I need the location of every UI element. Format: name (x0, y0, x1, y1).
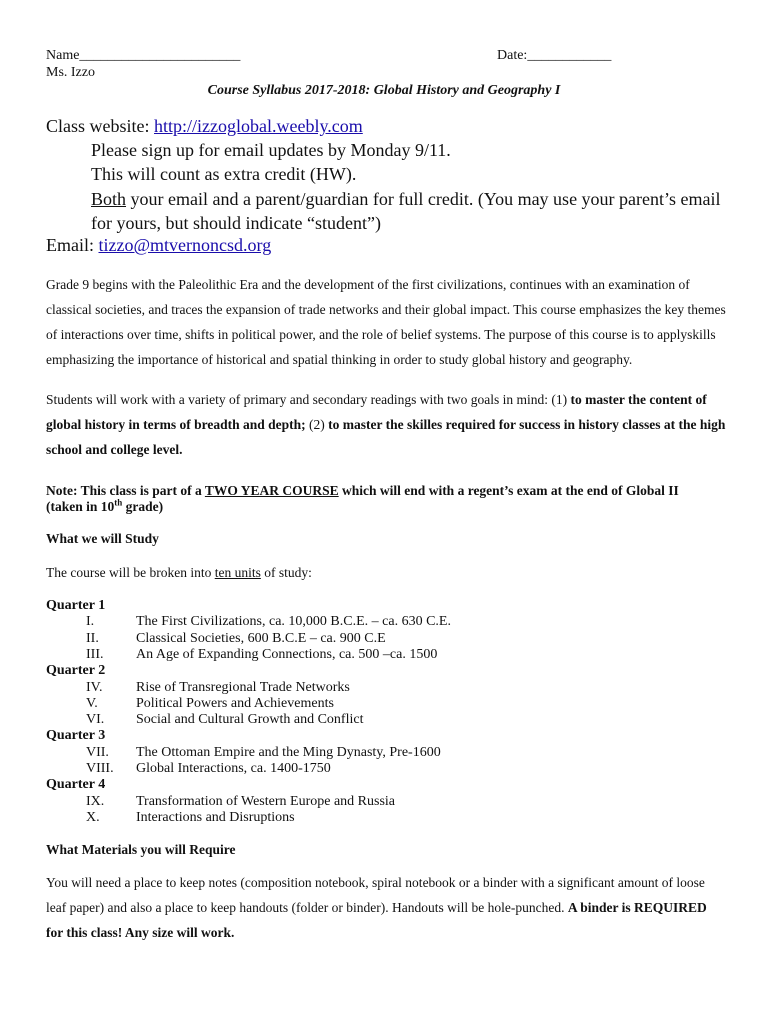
study-intro-end: of study: (260, 565, 312, 580)
email-link[interactable]: tizzo@mtvernoncsd.org (98, 235, 272, 255)
website-link[interactable]: http://izzoglobal.weebly.com (154, 116, 363, 136)
goal-two: to master the skilles required for success in history classes at the high school and college level. (46, 417, 726, 457)
goals-lead: Students will work with a variety of primary and secondary readings with two goals in mind: (1) (46, 392, 571, 407)
extra-credit-line: This will count as extra credit (HW). (91, 164, 357, 184)
goal-one: to master the content of global history in terms of breadth and depth; (46, 392, 707, 432)
date-field[interactable]: Date:____________ (497, 48, 612, 63)
unit-title: Social and Cultural Growth and Conflict (136, 712, 364, 728)
note-rest: which will end with a regent’s exam at the end of Global II (338, 483, 679, 498)
taken-sup: th (114, 497, 123, 508)
quarter-label: Quarter 1 (46, 598, 106, 613)
both-rest: your email and a parent/guardian for full credit. (You may use your parent’s email (126, 189, 721, 209)
materials-heading: What Materials you will Require (46, 842, 236, 857)
materials-paragraph (46, 870, 726, 945)
study-heading: What we will Study (46, 531, 159, 546)
unit-numeral: IV. (86, 679, 103, 695)
quarter-label: Quarter 2 (46, 663, 106, 679)
materials-lead: You will need a place to keep notes (composition notebook, spiral notebook or a binder with a significant amount of loose leaf paper) and also a place to keep handouts (folder or binder). Handouts will be hole-punched. (46, 875, 705, 915)
unit-numeral: VI. (86, 712, 105, 728)
unit-numeral: X. (86, 809, 100, 825)
unit-title: The Ottoman Empire and the Ming Dynasty, Pre-1600 (136, 744, 441, 760)
unit-title: Political Powers and Achievements (136, 695, 334, 711)
unit-title: Transformation of Western Europe and Russia (136, 793, 395, 809)
unit-numeral: V. (86, 695, 98, 711)
both-word: Both (91, 189, 127, 209)
signup-line: Please sign up for email updates by Monday 9/11. (91, 140, 451, 160)
quarter-label: Quarter 4 (46, 777, 106, 793)
ten-units: ten units (214, 565, 261, 580)
taken-end: grade) (122, 499, 164, 514)
unit-title: Rise of Transregional Trade Networks (136, 679, 350, 695)
unit-title: An Age of Expanding Connections, ca. 500 –ca. 1500 (136, 646, 438, 662)
goals-paragraph (46, 387, 726, 462)
taken-lead: (taken in 10 (46, 499, 115, 514)
study-intro-lead: The course will be broken into (46, 565, 215, 580)
taken-line (46, 499, 163, 515)
note-line (46, 483, 679, 499)
unit-numeral: II. (86, 630, 99, 646)
goals-mid: (2) (305, 417, 329, 432)
email-line (46, 233, 271, 257)
unit-numeral: III. (86, 646, 104, 662)
quarter-label: Quarter 3 (46, 728, 106, 744)
unit-numeral: IX. (86, 793, 105, 809)
unit-title: The First Civilizations, ca. 10,000 B.C.E. – ca. 630 C.E. (136, 614, 451, 630)
intro-paragraph: Grade 9 begins with the Paleolithic Era and the development of the first civilizations, continues with an examination of classical societies, and traces the expansion of trade networks and their global impact. This course emphasizes the key themes of interactions over time, shifts in political power, and the role of belief systems. The purpose of this course is to applyskills emphasizing the importance of historical and spatial thinking in order to study global history and geography. (46, 277, 726, 367)
unit-numeral: I. (86, 614, 95, 630)
unit-title: Classical Societies, 600 B.C.E – ca. 900 C.E (136, 630, 386, 646)
binder-required: A binder is REQUIRED for this class! Any size will work. (46, 900, 707, 940)
name-field[interactable]: Name_______________________ (46, 48, 241, 63)
email-label: Email: (46, 235, 99, 255)
both-line (91, 187, 721, 211)
unit-numeral: VIII. (86, 761, 114, 776)
student-line: for yours, but should indicate “student”) (91, 213, 381, 233)
teacher-name: Ms. Izzo (46, 65, 95, 80)
unit-title: Global Interactions, ca. 1400-1750 (136, 761, 331, 776)
website-label: Class website: (46, 116, 154, 136)
unit-title: Interactions and Disruptions (136, 809, 295, 825)
note-lead: Note: This class is part of a (46, 483, 205, 498)
class-website-line (46, 114, 363, 138)
two-year-course: TWO YEAR COURSE (204, 483, 339, 498)
page-title: Course Syllabus 2017-2018: Global History and Geography I (207, 83, 561, 98)
unit-numeral: VII. (86, 744, 109, 760)
study-intro (46, 565, 312, 581)
